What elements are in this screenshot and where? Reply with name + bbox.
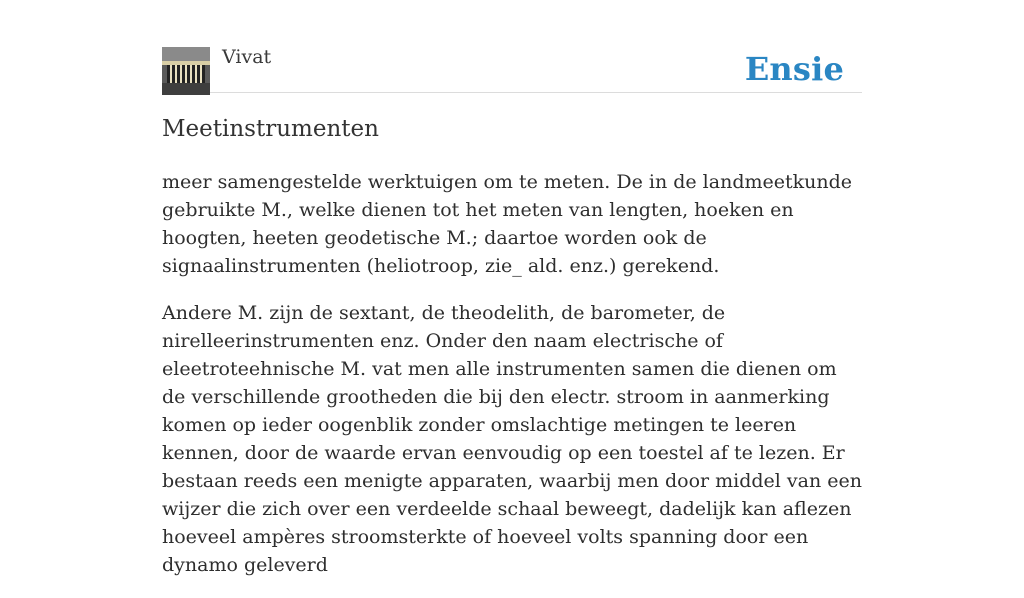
paragraph: Andere M. zijn de sextant, de theodelith, de barometer, de nirelleerinstrumenten enz. Onder den naam electrische of eleetroteehnische M. vat men alle instrumenten samen die dienen om de verschillende grootheden die bij den electr. stroom in aanmerking komen op ieder oogenblik zonder omslachtige metingen te leeren kennen, door de waarde ervan eenvoudig op een toestel af te lezen. Er bestaan reeds een menigte apparaten, waarbij men door middel van een wijzer die zich over een verdeelde schaal beweegt, dadelijk kan aflezen hoeveel ampères stroomsterkte of hoeveel volts spanning door een dynamo geleverd	[162, 302, 862, 576]
article-body	[162, 168, 862, 598]
book-spines-avatar-icon[interactable]	[162, 47, 210, 95]
page	[162, 0, 862, 576]
author-name[interactable]: Vivat	[222, 46, 272, 68]
paragraph: meer samengestelde werktuigen om te meten. De in de landmeetkunde gebruikte M., welke dienen tot het meten van lengten, hoeken en hoogten, heeten geodetische M.; daartoe worden ook de signaalinstrumenten (heliotroop, zie_ ald. enz.) gerekend.	[162, 171, 853, 277]
brand-logo[interactable]: Ensie	[744, 50, 844, 88]
header	[162, 0, 862, 93]
page-title: Meetinstrumenten	[162, 116, 379, 142]
